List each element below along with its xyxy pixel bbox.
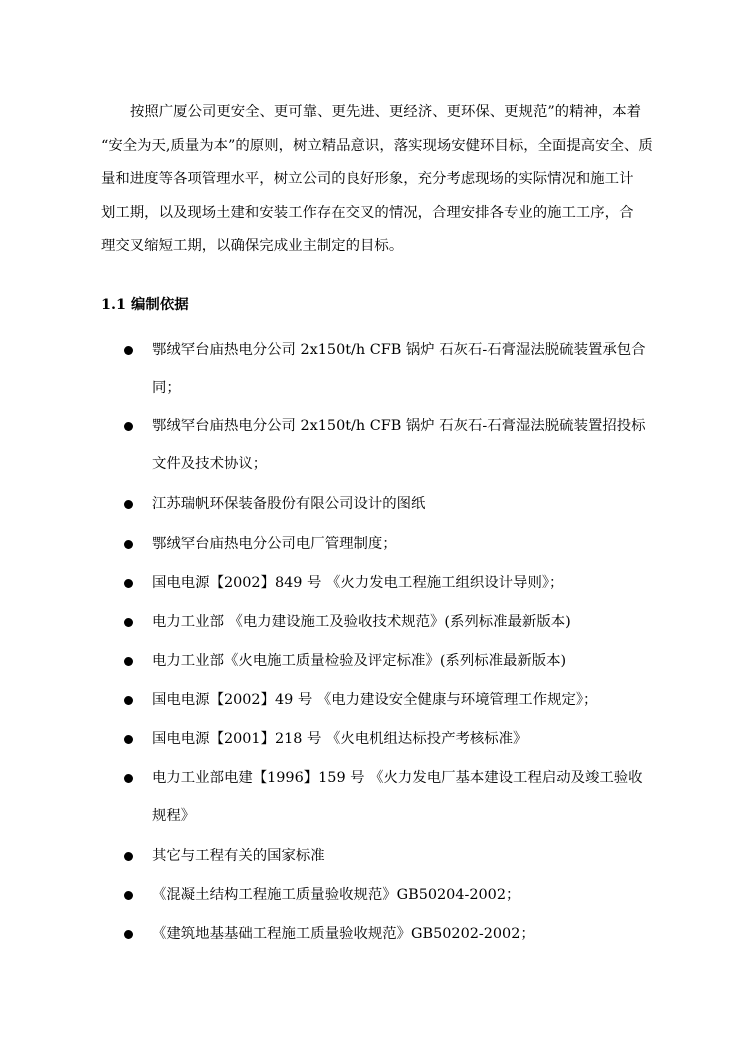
list-item-line: 《建筑地基基础工程施工质量验收规范》GB50202-2002； bbox=[152, 926, 535, 942]
intro-line: 理交叉缩短工期，以确保完成业主制定的目标。 bbox=[101, 238, 404, 254]
list-item-text bbox=[152, 837, 662, 875]
intro-line: 划工期，以及现场土建和安装工作存在交叉的情况，合理安排各专业的施工工序，合 bbox=[101, 204, 634, 221]
list-item-line: 江苏瑞帆环保装备股份有限公司设计的图纸 bbox=[152, 496, 426, 512]
list-item-line: 《混凝土结构工程施工质量验收规范》GB50204-2002； bbox=[152, 887, 521, 903]
list-item-line: 国电电源【2001】218 号 《火电机组达标投产考核标准》 bbox=[152, 731, 528, 747]
intro-line: “安全为天,质量为本”的原则，树立精品意识，落实现场安健环目标，全面提高安全、质 bbox=[101, 137, 653, 154]
list-item-line: 电力工业部 《电力建设施工及验收技术规范》(系列标准最新版本) bbox=[152, 614, 571, 630]
list-item-text bbox=[152, 331, 662, 407]
intro-paragraph bbox=[101, 96, 661, 264]
list-item-line: 同； bbox=[152, 380, 181, 396]
list-item-text bbox=[152, 564, 662, 602]
list-item-line: 国电电源【2002】849 号 《火力发电工程施工组织设计导则》； bbox=[152, 575, 564, 591]
list-item-text bbox=[152, 759, 662, 835]
list-item-text bbox=[152, 720, 662, 758]
bullet-icon bbox=[124, 657, 133, 666]
bullet-icon bbox=[124, 930, 133, 939]
list-item-line: 鄂绒罕台庙热电分公司 2x150t/h CFB 锅炉 石灰石-石膏湿法脱硫装置承包合 bbox=[152, 342, 646, 358]
list-item-text bbox=[152, 603, 662, 641]
bullet-icon bbox=[124, 852, 133, 861]
bullet-icon bbox=[124, 774, 133, 783]
list-item-text bbox=[152, 485, 662, 523]
list-item-line: 电力工业部《火电施工质量检验及评定标准》(系列标准最新版本) bbox=[152, 653, 567, 669]
bullet-icon bbox=[124, 618, 133, 627]
bullet-icon bbox=[124, 891, 133, 900]
bullet-icon bbox=[124, 422, 133, 431]
list-item-line: 电力工业部电建【1996】159 号 《火力发电厂基本建设工程启动及竣工验收 bbox=[152, 770, 643, 786]
bullet-icon bbox=[124, 735, 133, 744]
bullet-icon bbox=[124, 540, 133, 549]
list-item-line: 鄂绒罕台庙热电分公司电厂管理制度； bbox=[152, 536, 397, 552]
intro-line: 量和进度等各项管理水平，树立公司的良好形象，充分考虑现场的实际情况和施工计 bbox=[101, 171, 634, 187]
list-item-text bbox=[152, 525, 662, 563]
bullet-icon bbox=[124, 500, 133, 509]
list-item-text bbox=[152, 915, 662, 953]
list-item-text bbox=[152, 407, 662, 483]
list-item-text bbox=[152, 876, 662, 914]
bullet-icon bbox=[124, 579, 133, 588]
list-item-line: 鄂绒罕台庙热电分公司 2x150t/h CFB 锅炉 石灰石-石膏湿法脱硫装置招投标 bbox=[152, 418, 646, 434]
list-item-line: 规程》 bbox=[152, 808, 196, 824]
list-item-line: 其它与工程有关的国家标准 bbox=[152, 848, 325, 864]
list-item-line: 国电电源【2002】49 号 《电力建设安全健康与环境管理工作规定》； bbox=[152, 692, 598, 708]
intro-line: 按照广厦公司更安全、更可靠、更先进、更经济、更环保、更规范”的精神，本着 bbox=[130, 104, 642, 120]
list-item-line: 文件及技术协议； bbox=[152, 456, 268, 472]
section-heading: 1.1 编制依据 bbox=[101, 296, 189, 313]
list-item-text bbox=[152, 642, 662, 680]
bullet-icon bbox=[124, 696, 133, 705]
list-item-text bbox=[152, 681, 662, 719]
bullet-icon bbox=[124, 346, 133, 355]
